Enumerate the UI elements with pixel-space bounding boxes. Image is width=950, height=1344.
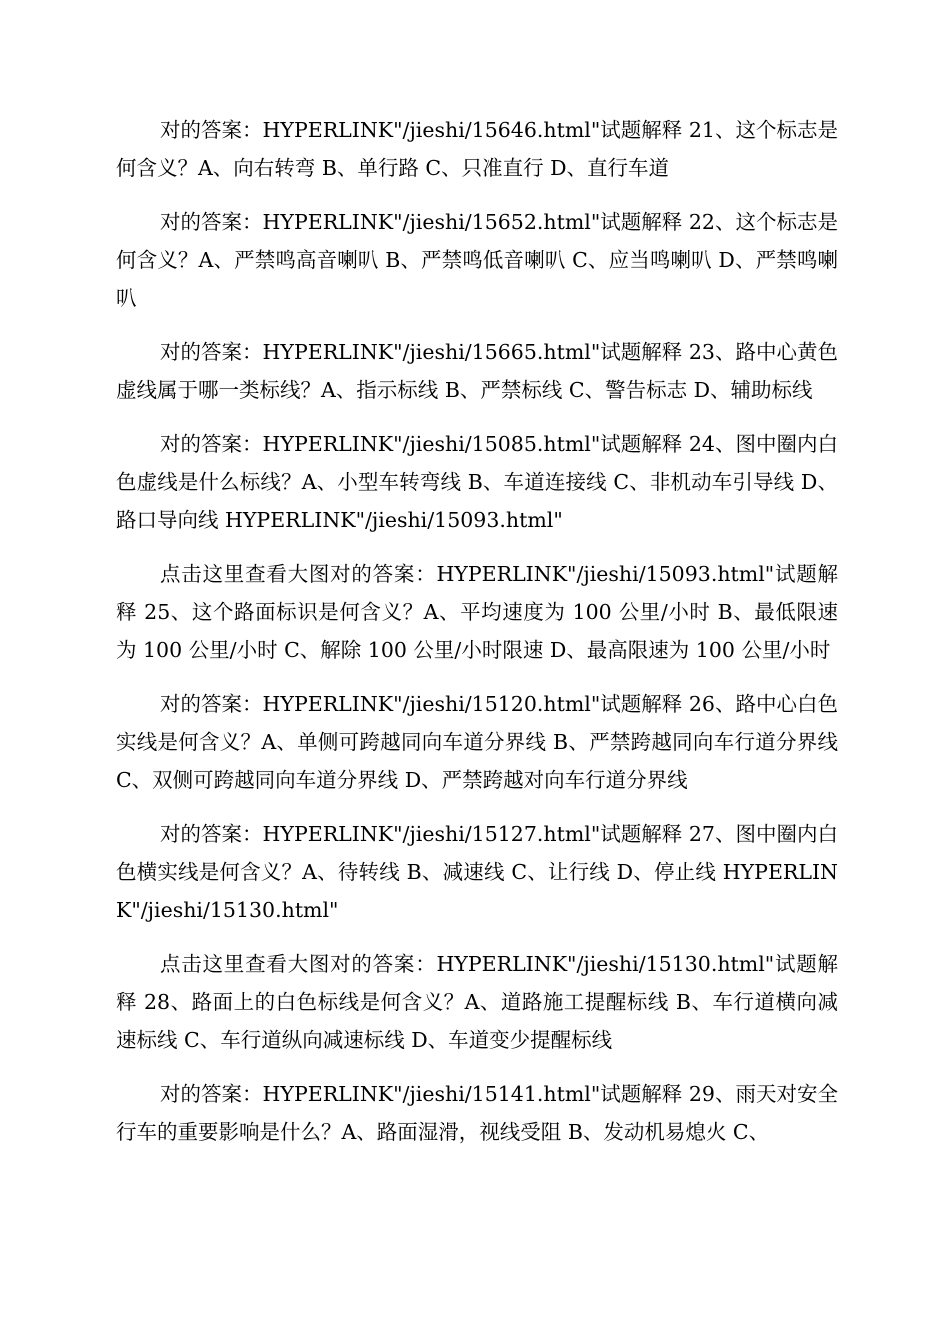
- paragraph-8: 点击这里查看大图对的答案：HYPERLINK"/jieshi/15130.html"试题解释 28、路面上的白色标线是何含义？A、道路施工提醒标线 B、车行道横向减速标线 C、车行道纵向减速标线 D、车道变少提醒标线: [116, 952, 838, 1052]
- paragraph-9: 对的答案：HYPERLINK"/jieshi/15141.html"试题解释 29、雨天对安全行车的重要影响是什么？A、路面湿滑，视线受阻 B、发动机易熄火 C、: [116, 1082, 838, 1144]
- paragraph-7: 对的答案：HYPERLINK"/jieshi/15127.html"试题解释 27、图中圈内白色横实线是何含义？A、待转线 B、减速线 C、让行线 D、停止线 HYPERLINK"/jieshi/15130.html": [116, 822, 838, 922]
- paragraph-3: 对的答案：HYPERLINK"/jieshi/15665.html"试题解释 23、路中心黄色虚线属于哪一类标线？A、指示标线 B、严禁标线 C、警告标志 D、辅助标线: [116, 340, 838, 402]
- paragraph-5: 点击这里查看大图对的答案：HYPERLINK"/jieshi/15093.html"试题解释 25、这个路面标识是何含义？A、平均速度为 100 公里/小时 B、最低限速为 100 公里/小时 C、解除 100 公里/小时限速 D、最高限速为 100 公里/小时: [116, 562, 838, 662]
- paragraph-6: 对的答案：HYPERLINK"/jieshi/15120.html"试题解释 26、路中心白色实线是何含义？A、单侧可跨越同向车道分界线 B、严禁跨越同向车行道分界线 C、双侧可跨越同向车道分界线 D、严禁跨越对向车行道分界线: [116, 692, 838, 792]
- paragraph-4: 对的答案：HYPERLINK"/jieshi/15085.html"试题解释 24、图中圈内白色虚线是什么标线？A、小型车转弯线 B、车道连接线 C、非机动车引导线 D、路口导向线 HYPERLINK"/jieshi/15093.html": [116, 432, 838, 532]
- paragraph-1: 对的答案：HYPERLINK"/jieshi/15646.html"试题解释 21、这个标志是何含义？A、向右转弯 B、单行路 C、只准直行 D、直行车道: [116, 118, 838, 180]
- document-page: [116, 111, 838, 1167]
- paragraph-2: 对的答案：HYPERLINK"/jieshi/15652.html"试题解释 22、这个标志是何含义？A、严禁鸣高音喇叭 B、严禁鸣低音喇叭 C、应当鸣喇叭 D、严禁鸣喇叭: [116, 210, 838, 310]
